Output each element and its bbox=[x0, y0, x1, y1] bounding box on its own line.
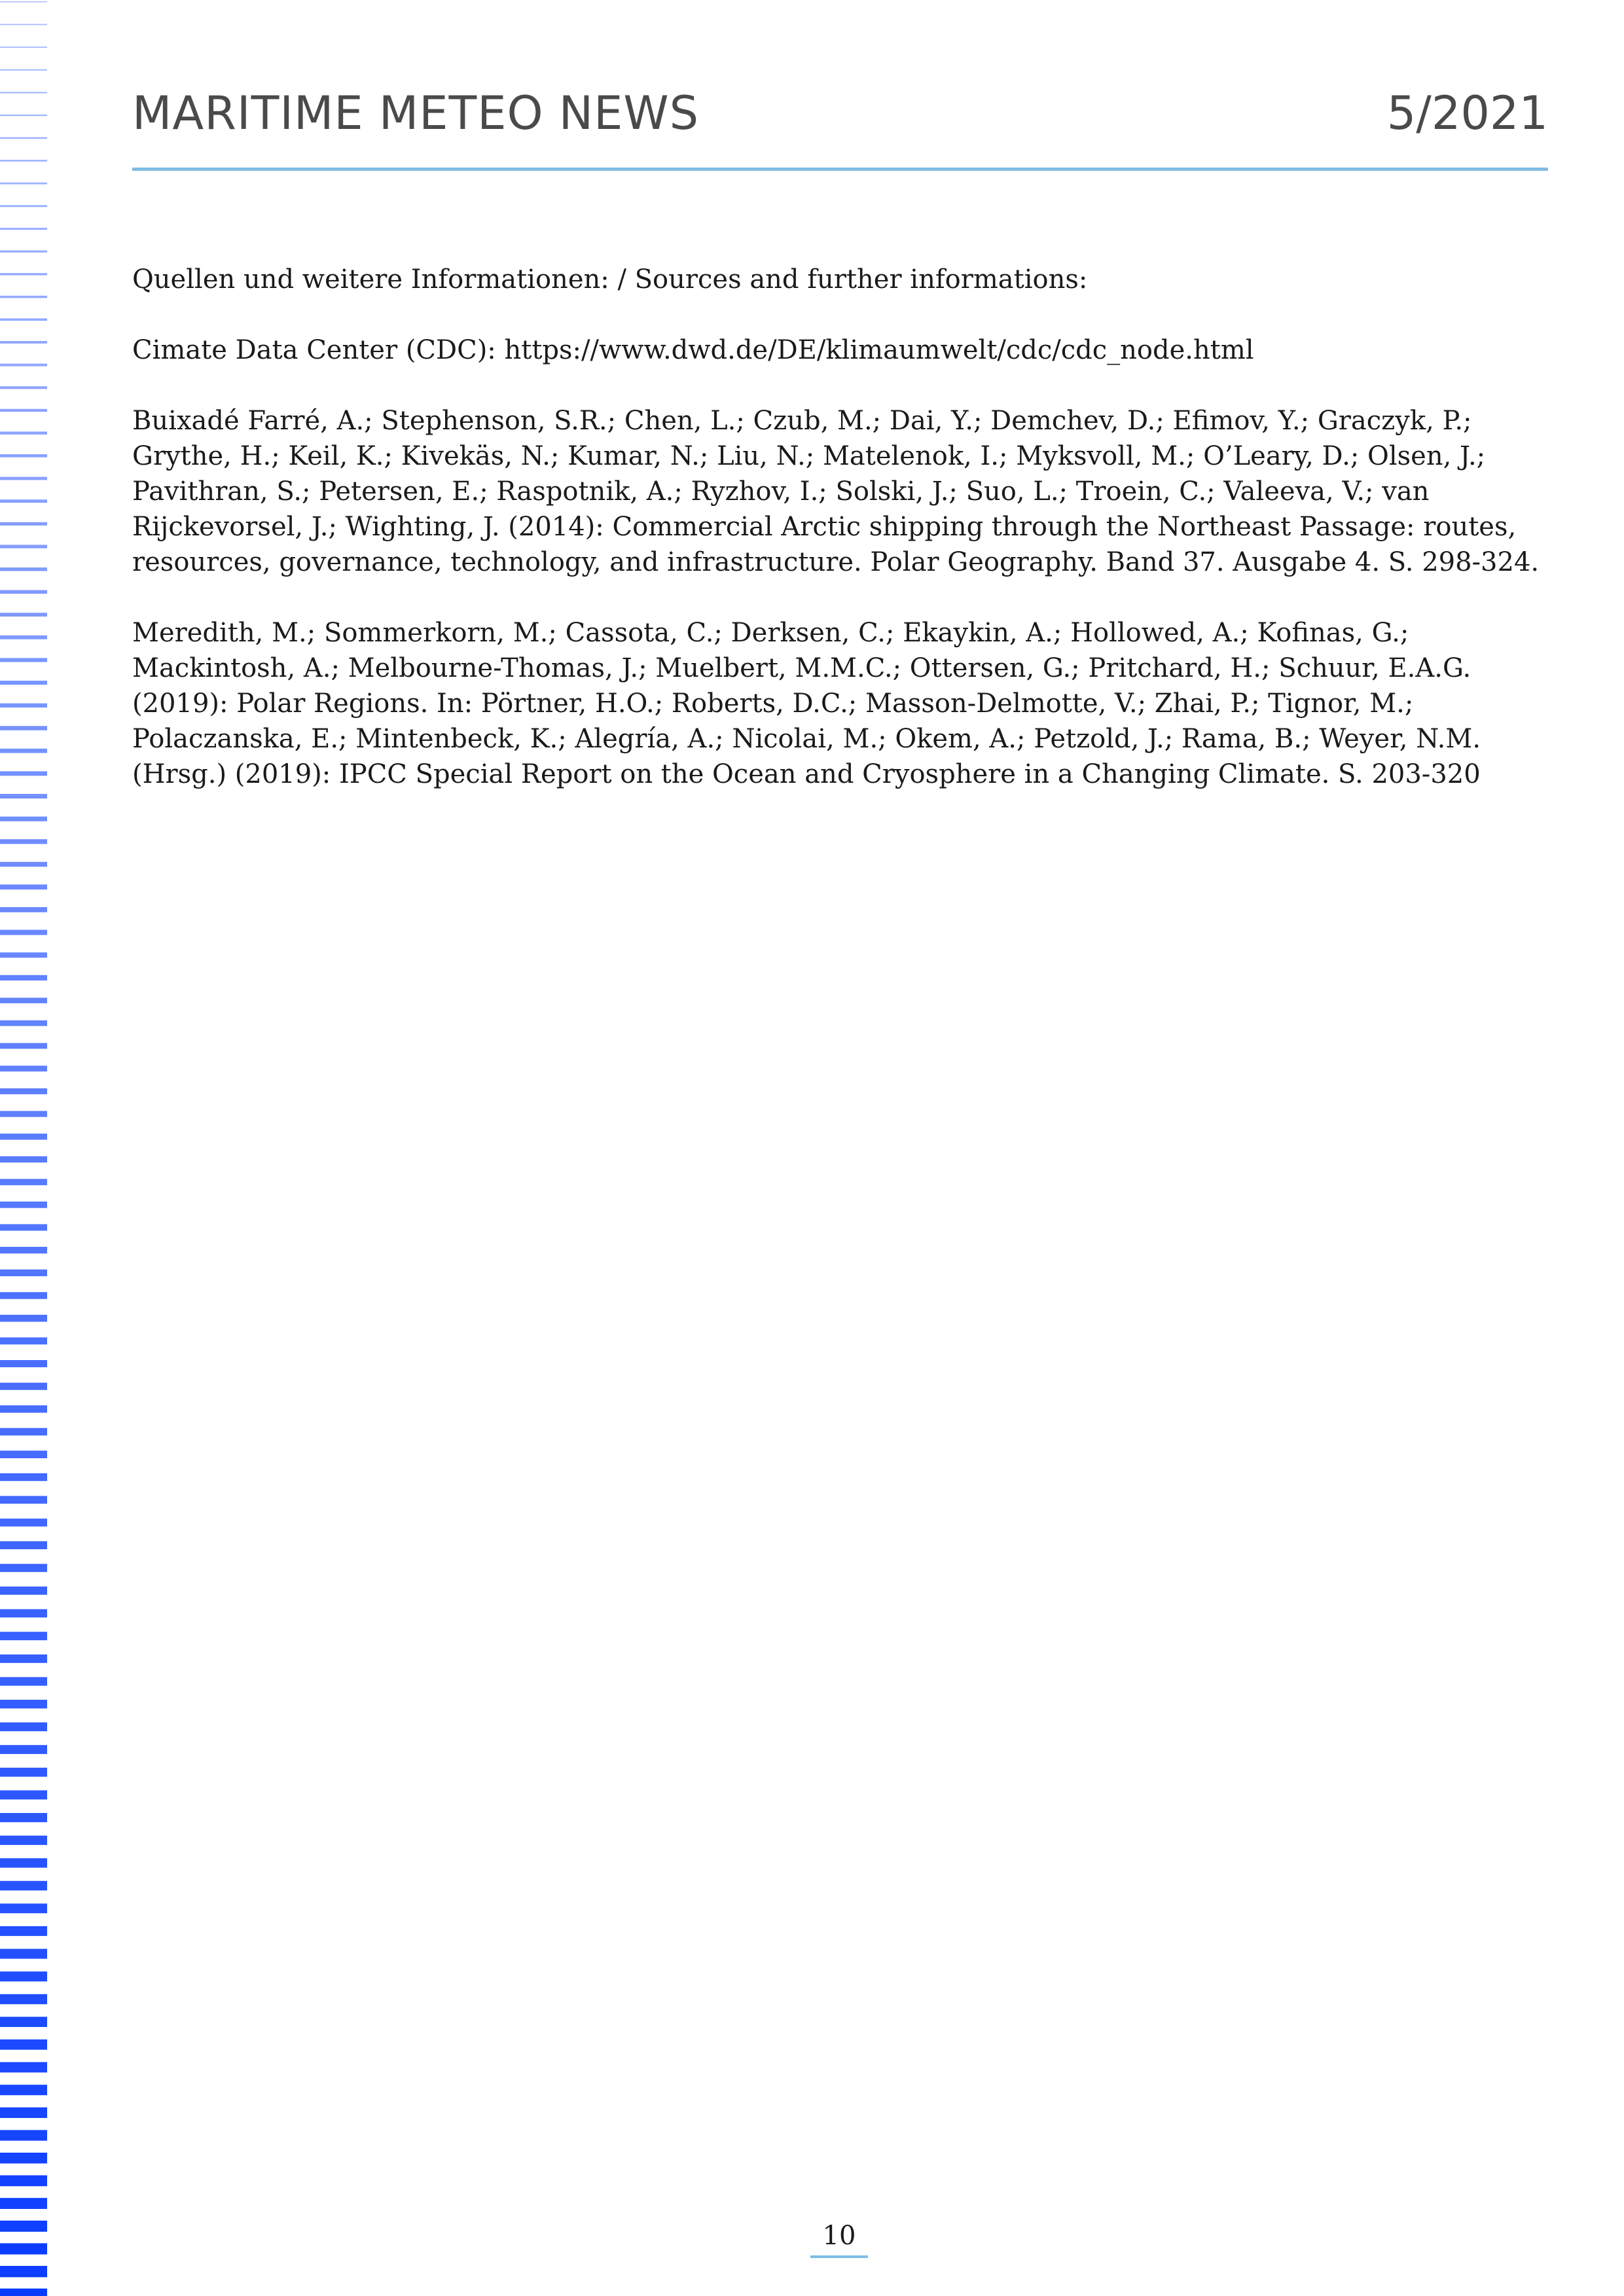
stripe-bar bbox=[0, 997, 47, 1003]
stripe-bar bbox=[0, 1677, 47, 1685]
stripe-bar bbox=[0, 771, 47, 776]
stripe-bar bbox=[0, 2221, 47, 2232]
stripe-bar bbox=[0, 1700, 47, 1708]
stripe-bar bbox=[0, 1564, 47, 1571]
main-content bbox=[132, 262, 1548, 827]
stripe-bar bbox=[0, 1655, 47, 1663]
stripe-bar bbox=[0, 137, 47, 139]
stripe-bar bbox=[0, 1224, 47, 1230]
stripe-bar bbox=[0, 1088, 47, 1094]
stripe-bar bbox=[0, 2289, 47, 2296]
stripe-bar bbox=[0, 1994, 47, 2004]
publication-title: MARITIME METEO NEWS bbox=[132, 86, 700, 140]
stripe-bar bbox=[0, 704, 47, 708]
stripe-bar bbox=[0, 46, 47, 48]
stripe-bar bbox=[0, 341, 47, 344]
stripe-bar bbox=[0, 2017, 47, 2027]
stripe-bar bbox=[0, 658, 47, 662]
stripe-bar bbox=[0, 2176, 47, 2187]
stripe-bar bbox=[0, 884, 47, 889]
stripe-bar bbox=[0, 636, 47, 639]
stripe-bar bbox=[0, 545, 47, 548]
stripe-bar bbox=[0, 1518, 47, 1526]
stripe-bar bbox=[0, 24, 47, 26]
stripe-bar bbox=[0, 1473, 47, 1481]
stripe-bar bbox=[0, 1926, 47, 1936]
stripe-bar bbox=[0, 1111, 47, 1117]
stripe-graphic bbox=[0, 0, 47, 2296]
stripe-bar bbox=[0, 1202, 47, 1208]
stripe-bar bbox=[0, 2062, 47, 2073]
stripe-bar bbox=[0, 2243, 47, 2254]
sources-heading: Quellen und weitere Informationen: / Sources and further informations: bbox=[132, 264, 1088, 295]
stripe-bar bbox=[0, 183, 47, 185]
stripe-bar bbox=[0, 1315, 47, 1322]
stripe-bar bbox=[0, 1157, 47, 1163]
stripe-bar bbox=[0, 1609, 47, 1618]
stripe-bar bbox=[0, 749, 47, 753]
stripe-bar bbox=[0, 2130, 47, 2140]
stripe-bar bbox=[0, 1066, 47, 1071]
stripe-bar bbox=[0, 1790, 47, 1799]
page-number: 10 bbox=[822, 2221, 856, 2251]
stripe-bar bbox=[0, 930, 47, 935]
stripe-bar bbox=[0, 2085, 47, 2095]
stripe-bar bbox=[0, 613, 47, 617]
stripe-bar bbox=[0, 2153, 47, 2164]
stripe-bar bbox=[0, 92, 47, 93]
reference-meredith: Meredith, M.; Sommerkorn, M.; Cassota, C.; Derksen, C.; Ekaykin, A.; Hollowed, A.; Kofinas, G.; Mackintosh, A.; Melbourne-Thomas, J.; Muelbert, M.M.C.; Ottersen, G.; Pritchard, H.; Schuur, E.A.G. (2019): Polar Regions. In: Pörtner, H.O.; Roberts, D.C.; Masson-Delmotte, V.; Zhai, P.; Tignor, M.; Polaczanska, E.; Mintenbeck, K.; Alegría, A.; Nicolai, M.; Okem, A.; Petzold, J.; Rama, B.; Weyer, N.M. (Hrsg.) (2019): IPCC Special Report on the Ocean and Cryosphere in a Changing Climate. S. 203-320 bbox=[132, 618, 1481, 789]
stripe-bar bbox=[0, 1858, 47, 1867]
stripe-bar bbox=[0, 409, 47, 412]
stripe-bar bbox=[0, 907, 47, 912]
page-number-underline bbox=[810, 2255, 868, 2258]
stripe-bar bbox=[0, 1292, 47, 1299]
stripe-bar bbox=[0, 2039, 47, 2050]
stripe-bar bbox=[0, 2266, 47, 2277]
stripe-bar bbox=[0, 296, 47, 298]
decorative-side-stripes bbox=[0, 0, 47, 2296]
stripe-bar bbox=[0, 1134, 47, 1139]
stripe-bar bbox=[0, 318, 47, 321]
stripe-bar bbox=[0, 1179, 47, 1185]
stripe-bar bbox=[0, 364, 47, 367]
stripe-bar bbox=[0, 1881, 47, 1891]
stripe-bar bbox=[0, 1541, 47, 1549]
stripe-bar bbox=[0, 952, 47, 958]
reference-cdc: Cimate Data Center (CDC): https://www.dwd.de/DE/klimaumwelt/cdc/cdc_node.html bbox=[132, 335, 1254, 365]
stripe-bar bbox=[0, 1587, 47, 1595]
stripe-bar bbox=[0, 69, 47, 71]
stripe-bar bbox=[0, 1632, 47, 1640]
stripe-bar bbox=[0, 431, 47, 435]
stripe-bar bbox=[0, 975, 47, 980]
stripe-bar bbox=[0, 817, 47, 821]
stripe-bar bbox=[0, 273, 47, 275]
stripe-bar bbox=[0, 1383, 47, 1390]
stripe-bar bbox=[0, 1043, 47, 1049]
stripe-bar bbox=[0, 1247, 47, 1253]
stripe-bar bbox=[0, 115, 47, 116]
stripe-bar bbox=[0, 1428, 47, 1436]
stripe-bar bbox=[0, 228, 47, 230]
stripe-bar bbox=[0, 726, 47, 730]
stripe-bar bbox=[0, 839, 47, 844]
stripe-bar bbox=[0, 1745, 47, 1754]
stripe-bar bbox=[0, 1723, 47, 1732]
issue-number: 5/2021 bbox=[1386, 86, 1548, 140]
stripe-bar bbox=[0, 681, 47, 685]
stripe-bar bbox=[0, 862, 47, 867]
stripe-bar bbox=[0, 1903, 47, 1913]
stripe-bar bbox=[0, 386, 47, 389]
stripe-bar bbox=[0, 1813, 47, 1822]
stripe-bar bbox=[0, 1405, 47, 1412]
stripe-bar bbox=[0, 1949, 47, 1959]
stripe-bar bbox=[0, 454, 47, 457]
stripe-bar bbox=[0, 205, 47, 207]
stripe-bar bbox=[0, 1337, 47, 1344]
stripe-bar bbox=[0, 794, 47, 798]
stripe-bar bbox=[0, 590, 47, 594]
stripe-bar bbox=[0, 1450, 47, 1458]
stripe-bar bbox=[0, 1768, 47, 1777]
stripe-bar bbox=[0, 251, 47, 253]
stripe-bar bbox=[0, 499, 47, 503]
stripe-bar bbox=[0, 1270, 47, 1276]
stripe-bar bbox=[0, 477, 47, 480]
stripe-bar bbox=[0, 160, 47, 162]
stripe-bar bbox=[0, 1360, 47, 1367]
stripe-bar bbox=[0, 522, 47, 526]
stripe-bar bbox=[0, 1, 47, 3]
stripe-bar bbox=[0, 567, 47, 571]
stripe-bar bbox=[0, 1020, 47, 1026]
stripe-bar bbox=[0, 1496, 47, 1504]
stripe-bar bbox=[0, 1836, 47, 1845]
stripe-bar bbox=[0, 2198, 47, 2209]
reference-buixade-farre: Buixadé Farré, A.; Stephenson, S.R.; Chen, L.; Czub, M.; Dai, Y.; Demchev, D.; Efimov, Y.; Graczyk, P.; Grythe, H.; Keil, K.; Kivekäs, N.; Kumar, N.; Liu, N.; Matelenok, I.; Myksvoll, M.; O’Leary, D.; Olsen, J.; Pavithran, S.; Petersen, E.; Raspotnik, A.; Ryzhov, I.; Solski, J.; Suo, L.; Troein, C.; Valeeva, V.; van Rijckevorsel, J.; Wighting, J. (2014): Commercial Arctic shipping through the Northeast Passage: routes, resources, governance, technology, and infrastructure. Polar Geography. Band 37. Ausgabe 4. S. 298-324. bbox=[132, 406, 1540, 577]
stripe-bar bbox=[0, 2108, 47, 2118]
stripe-bar bbox=[0, 1971, 47, 1981]
header-divider bbox=[132, 168, 1548, 171]
